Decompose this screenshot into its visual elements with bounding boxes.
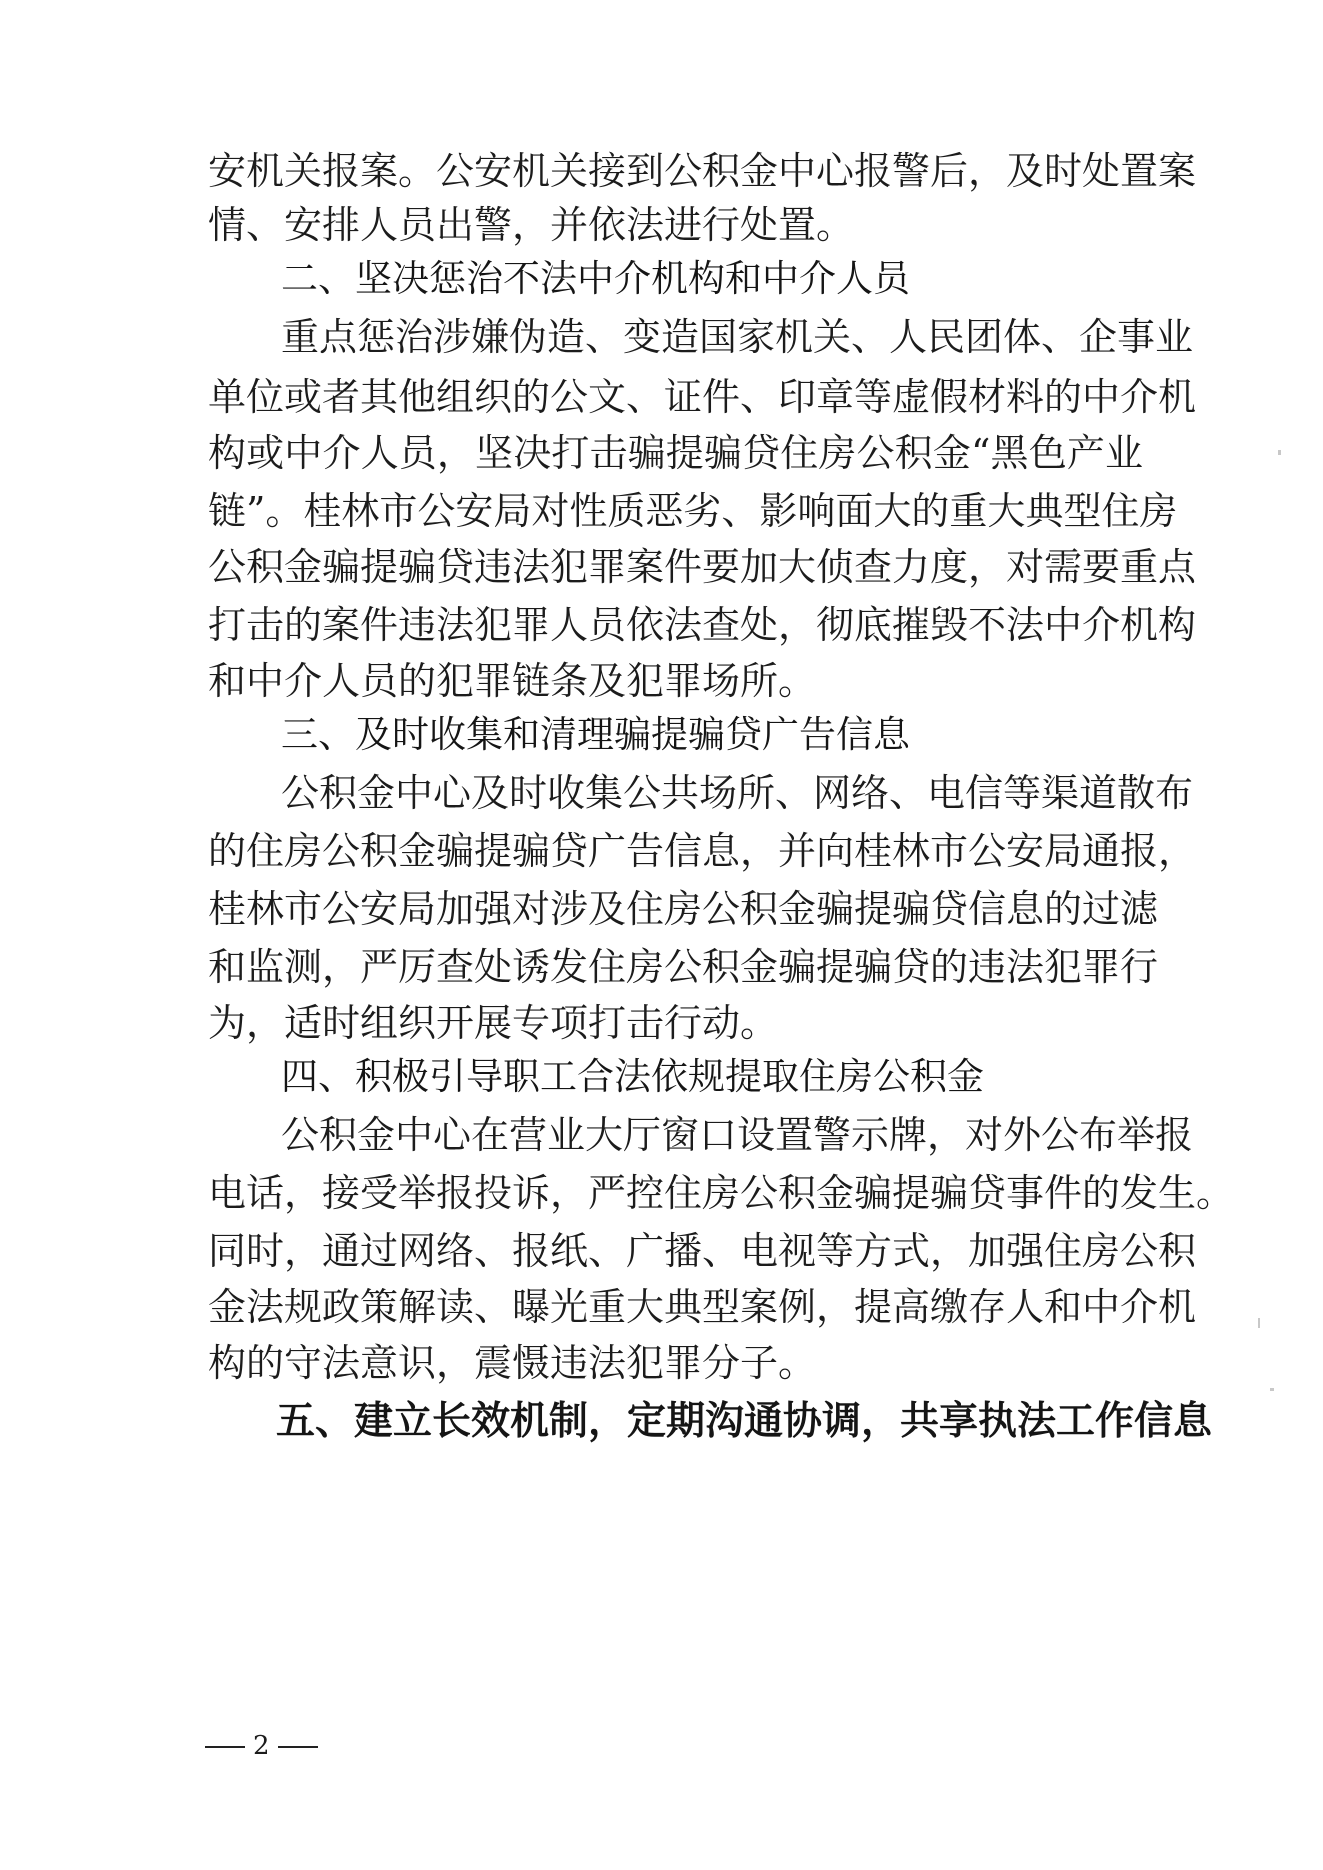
paragraph-line: 为，适时组织开展专项打击行动。: [208, 1001, 779, 1045]
paragraph-line: 公积金中心及时收集公共场所、网络、电信等渠道散布: [281, 771, 1194, 815]
paragraph-line: 构的守法意识，震慑违法犯罪分子。: [208, 1341, 817, 1385]
paragraph-line: 链”。桂林市公安局对性质恶劣、影响面大的重大典型住房: [208, 489, 1178, 533]
page-number-footer: [205, 1730, 318, 1762]
section-heading: 四、积极引导职工合法依规提取住房公积金: [281, 1055, 984, 1098]
section-heading: 三、及时收集和清理骗提骗贷广告信息: [281, 713, 910, 756]
paragraph-line: 桂林市公安局加强对涉及住房公积金骗提骗贷信息的过滤: [208, 887, 1159, 931]
paragraph-line: 打击的案件违法犯罪人员依法查处，彻底摧毁不法中介机构: [208, 603, 1197, 647]
paragraph-line: 重点惩治涉嫌伪造、变造国家机关、人民团体、企事业: [281, 315, 1194, 359]
scan-speck: [1258, 1318, 1260, 1328]
paragraph-line: 和中介人员的犯罪链条及犯罪场所。: [208, 659, 817, 703]
paragraph-line: 情、安排人员出警，并依法进行处置。: [208, 203, 855, 247]
page-number: 2: [253, 1731, 270, 1761]
paragraph-line: 的住房公积金骗提骗贷广告信息，并向桂林市公安局通报，: [208, 829, 1197, 873]
paragraph-line: 同时，通过网络、报纸、广播、电视等方式，加强住房公积: [208, 1229, 1197, 1273]
paragraph-line: 公积金中心在营业大厅窗口设置警示牌，对外公布举报: [281, 1113, 1194, 1157]
paragraph-line: 和监测，严厉查处诱发住房公积金骗提骗贷的违法犯罪行: [208, 945, 1159, 989]
paragraph-line: 金法规政策解读、曝光重大典型案例，提高缴存人和中介机: [208, 1285, 1197, 1329]
section-heading: 五、建立长效机制，定期沟通协调，共享执法工作信息: [276, 1398, 1213, 1444]
paragraph-line: 公积金骗提骗贷违法犯罪案件要加大侦查力度，对需要重点: [208, 545, 1197, 589]
footer-dash-left: [205, 1746, 245, 1748]
paragraph-line: 安机关报案。公安机关接到公积金中心报警后，及时处置案: [208, 149, 1197, 193]
paragraph-line: 构或中介人员，坚决打击骗提骗贷住房公积金“黑色产业: [208, 431, 1143, 475]
footer-dash-right: [278, 1746, 318, 1748]
paragraph-line: 电话，接受举报投诉，严控住房公积金骗提骗贷事件的发生。: [208, 1171, 1235, 1215]
scan-speck: [1270, 1388, 1274, 1391]
section-heading: 二、坚决惩治不法中介机构和中介人员: [281, 257, 910, 300]
scan-speck: [1278, 450, 1281, 455]
paragraph-line: 单位或者其他组织的公文、证件、印章等虚假材料的中介机: [208, 375, 1197, 419]
